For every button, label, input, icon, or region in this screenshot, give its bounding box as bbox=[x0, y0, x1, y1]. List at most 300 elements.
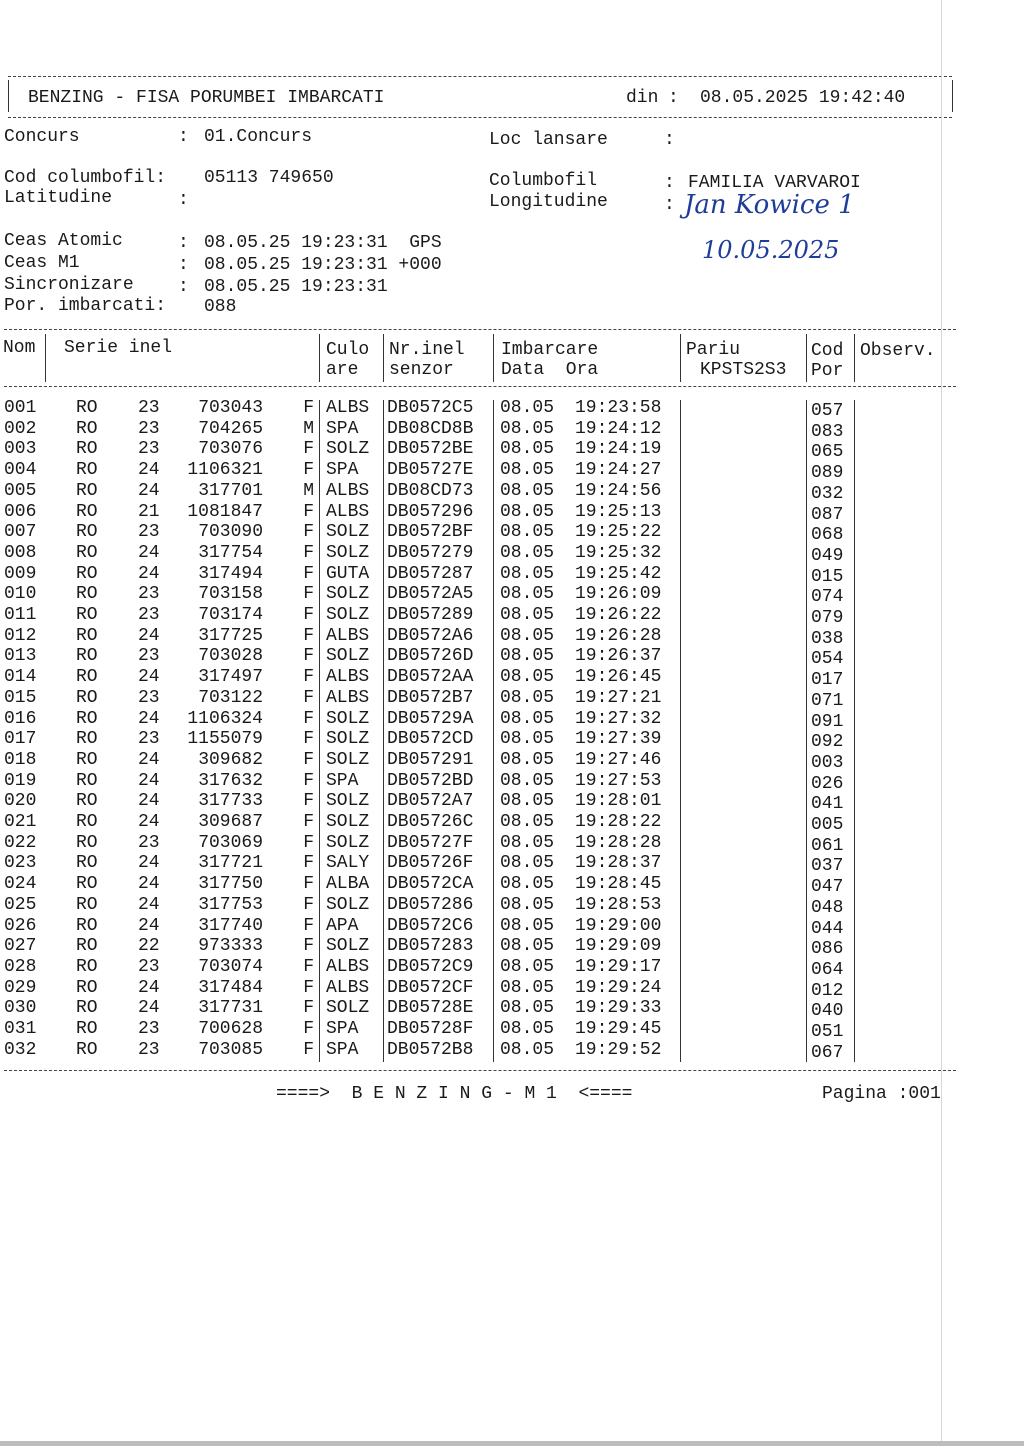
cell-an: 24 bbox=[138, 749, 160, 770]
cell-ora: 19:28:01 bbox=[575, 791, 662, 812]
cell-nom: 022 bbox=[4, 832, 37, 853]
cell-sex: F bbox=[303, 894, 314, 915]
cell-cod: 049 bbox=[811, 545, 844, 566]
cell-culoare: APA bbox=[326, 915, 359, 936]
col-pariu-header-1: Pariu bbox=[686, 340, 741, 360]
cell-inel: 703074 bbox=[198, 956, 263, 977]
cell-senzor: DB05727E bbox=[387, 460, 474, 481]
cell-tara: RO bbox=[76, 398, 98, 418]
cell-tara: RO bbox=[76, 584, 98, 605]
cell-nom: 021 bbox=[4, 812, 37, 832]
cell-an: 24 bbox=[138, 770, 160, 791]
sep-header-3 bbox=[383, 334, 384, 382]
cell-ora: 19:23:58 bbox=[575, 398, 662, 418]
cell-cod: 047 bbox=[811, 877, 844, 898]
cell-senzor: DB057287 bbox=[387, 563, 474, 584]
cell-sex: M bbox=[303, 480, 314, 501]
cell-nom: 028 bbox=[4, 956, 37, 977]
cell-sex: F bbox=[303, 874, 314, 895]
cell-inel: 973333 bbox=[198, 936, 263, 957]
cell-nom: 017 bbox=[4, 729, 37, 750]
cell-tara: RO bbox=[76, 708, 98, 729]
cell-inel: 317753 bbox=[198, 894, 263, 915]
cell-culoare: SOLZ bbox=[326, 832, 370, 853]
ceas-m1-value: 08.05.25 19:23:31 +000 bbox=[204, 255, 442, 275]
ceas-m1-label: Ceas M1 bbox=[4, 253, 80, 273]
sincronizare-colon: : bbox=[178, 277, 189, 297]
cell-cod: 079 bbox=[811, 608, 844, 628]
cell-tara: RO bbox=[76, 646, 98, 667]
cell-sex: F bbox=[303, 853, 314, 874]
col-imbarcare-header-2: Data Ora bbox=[501, 360, 599, 380]
cell-cod: 040 bbox=[811, 1001, 844, 1022]
cell-inel: 317725 bbox=[198, 625, 263, 646]
loc-lansare-colon: : bbox=[664, 130, 675, 150]
cell-data: 08.05 bbox=[500, 832, 555, 853]
cell-data: 08.05 bbox=[500, 915, 555, 936]
cell-an: 23 bbox=[138, 1039, 160, 1060]
cell-culoare: SOLZ bbox=[326, 936, 370, 957]
cell-culoare: ALBS bbox=[326, 625, 370, 646]
cell-inel: 1081847 bbox=[187, 501, 263, 522]
cell-inel: 309682 bbox=[198, 749, 263, 770]
cell-tara: RO bbox=[76, 460, 98, 481]
cell-ora: 19:27:46 bbox=[575, 749, 662, 770]
cell-sex: F bbox=[303, 749, 314, 770]
cell-culoare: SOLZ bbox=[326, 708, 370, 729]
cell-senzor: DB057286 bbox=[387, 894, 474, 915]
sep-header-6 bbox=[806, 334, 807, 382]
cell-sex: F bbox=[303, 501, 314, 522]
cell-ora: 19:24:12 bbox=[575, 418, 662, 439]
cell-culoare: SOLZ bbox=[326, 812, 370, 832]
cell-senzor: DB05728E bbox=[387, 998, 474, 1019]
date-label: din bbox=[626, 88, 659, 108]
cell-culoare: ALBS bbox=[326, 956, 370, 977]
cell-ora: 19:25:22 bbox=[575, 522, 662, 543]
cell-nom: 003 bbox=[4, 439, 37, 460]
cell-culoare: SOLZ bbox=[326, 605, 370, 625]
cell-an: 24 bbox=[138, 977, 160, 998]
cell-data: 08.05 bbox=[500, 936, 555, 957]
cell-an: 23 bbox=[138, 522, 160, 543]
cell-ora: 19:29:17 bbox=[575, 956, 662, 977]
cell-data: 08.05 bbox=[500, 439, 555, 460]
cell-tara: RO bbox=[76, 770, 98, 791]
cell-senzor: DB0572C9 bbox=[387, 956, 474, 977]
cell-data: 08.05 bbox=[500, 625, 555, 646]
col-senzor-header-1: Nr.inel bbox=[389, 340, 465, 360]
cell-an: 24 bbox=[138, 915, 160, 936]
cell-nom: 001 bbox=[4, 398, 37, 418]
cell-tara: RO bbox=[76, 956, 98, 977]
cell-an: 23 bbox=[138, 646, 160, 667]
cell-tara: RO bbox=[76, 894, 98, 915]
sep-body-culoare bbox=[319, 400, 320, 1062]
cell-sex: F bbox=[303, 1039, 314, 1060]
cell-sex: F bbox=[303, 584, 314, 605]
cell-ora: 19:28:53 bbox=[575, 894, 662, 915]
cell-ora: 19:25:13 bbox=[575, 501, 662, 522]
cell-data: 08.05 bbox=[500, 418, 555, 439]
cell-senzor: DB0572C5 bbox=[387, 398, 474, 418]
cell-inel: 317632 bbox=[198, 770, 263, 791]
cell-senzor: DB0572CA bbox=[387, 874, 474, 895]
cell-cod: 015 bbox=[811, 566, 844, 587]
cell-cod: 057 bbox=[811, 401, 844, 421]
cell-tara: RO bbox=[76, 605, 98, 625]
cell-data: 08.05 bbox=[500, 874, 555, 895]
cell-tara: RO bbox=[76, 915, 98, 936]
cell-nom: 011 bbox=[4, 605, 37, 625]
cell-sex: F bbox=[303, 729, 314, 750]
cell-data: 08.05 bbox=[500, 749, 555, 770]
cell-culoare: ALBS bbox=[326, 687, 370, 708]
col-observ-header: Observ. bbox=[860, 341, 936, 361]
cell-nom: 027 bbox=[4, 936, 37, 957]
cell-inel: 703122 bbox=[198, 687, 263, 708]
cell-data: 08.05 bbox=[500, 605, 555, 625]
sep-header-5 bbox=[680, 334, 681, 382]
cell-senzor: DB05727F bbox=[387, 832, 474, 853]
cell-cod: 048 bbox=[811, 897, 844, 918]
cod-columbofil-label: Cod columbofil: bbox=[4, 168, 167, 188]
cell-sex: F bbox=[303, 667, 314, 688]
cell-cod: 026 bbox=[811, 773, 844, 794]
sep-body-senzor bbox=[383, 400, 384, 1062]
cell-culoare: SPA bbox=[326, 460, 359, 481]
sincronizare-value: 08.05.25 19:23:31 bbox=[204, 277, 388, 297]
cell-nom: 018 bbox=[4, 749, 37, 770]
cell-inel: 1106321 bbox=[187, 460, 263, 481]
col-pariu-header-2: KPSTS2S3 bbox=[700, 360, 787, 380]
col-culoare-header-2: are bbox=[326, 360, 359, 380]
cell-senzor: DB0572B7 bbox=[387, 687, 474, 708]
document-title: BENZING - FISA PORUMBEI IMBARCATI bbox=[28, 88, 385, 108]
cell-an: 24 bbox=[138, 853, 160, 874]
cell-ora: 19:29:09 bbox=[575, 936, 662, 957]
sep-body-cod bbox=[806, 400, 807, 1062]
cell-inel: 700628 bbox=[198, 1019, 263, 1039]
cell-inel: 317497 bbox=[198, 667, 263, 688]
cell-sex: F bbox=[303, 770, 314, 791]
cell-culoare: ALBS bbox=[326, 480, 370, 501]
cell-tara: RO bbox=[76, 874, 98, 895]
cell-culoare: GUTA bbox=[326, 563, 370, 584]
sep-header-2 bbox=[319, 334, 320, 382]
cell-ora: 19:29:52 bbox=[575, 1039, 662, 1060]
cell-tara: RO bbox=[76, 501, 98, 522]
cell-data: 08.05 bbox=[500, 894, 555, 915]
cell-data: 08.05 bbox=[500, 853, 555, 874]
cell-an: 23 bbox=[138, 687, 160, 708]
cell-sex: F bbox=[303, 812, 314, 832]
cell-nom: 030 bbox=[4, 998, 37, 1019]
handwritten-date: 10.05.2025 bbox=[702, 236, 840, 264]
cell-tara: RO bbox=[76, 812, 98, 832]
cell-ora: 19:27:39 bbox=[575, 729, 662, 750]
cell-an: 22 bbox=[138, 936, 160, 957]
cell-an: 23 bbox=[138, 605, 160, 625]
cell-an: 24 bbox=[138, 542, 160, 563]
cell-culoare: SOLZ bbox=[326, 729, 370, 750]
cell-inel: 317750 bbox=[198, 874, 263, 895]
cell-nom: 008 bbox=[4, 542, 37, 563]
cell-cod: 091 bbox=[811, 711, 844, 732]
cell-data: 08.05 bbox=[500, 687, 555, 708]
cell-ora: 19:24:27 bbox=[575, 460, 662, 481]
cell-sex: F bbox=[303, 460, 314, 481]
cell-culoare: SALY bbox=[326, 853, 370, 874]
cell-inel: 317484 bbox=[198, 977, 263, 998]
cell-senzor: DB057289 bbox=[387, 605, 474, 625]
cell-inel: 317731 bbox=[198, 998, 263, 1019]
cell-ora: 19:26:28 bbox=[575, 625, 662, 646]
cell-inel: 703043 bbox=[198, 398, 263, 418]
cell-tara: RO bbox=[76, 418, 98, 439]
cell-inel: 1106324 bbox=[187, 708, 263, 729]
cell-data: 08.05 bbox=[500, 480, 555, 501]
top-border bbox=[8, 76, 952, 77]
cell-nom: 026 bbox=[4, 915, 37, 936]
cell-an: 24 bbox=[138, 894, 160, 915]
cell-nom: 024 bbox=[4, 874, 37, 895]
cell-ora: 19:29:33 bbox=[575, 998, 662, 1019]
cell-nom: 006 bbox=[4, 501, 37, 522]
cell-ora: 19:24:56 bbox=[575, 480, 662, 501]
ceas-atomic-label: Ceas Atomic bbox=[4, 231, 123, 251]
cod-columbofil-value: 05113 749650 bbox=[204, 168, 334, 188]
cell-an: 24 bbox=[138, 874, 160, 895]
cell-sex: F bbox=[303, 542, 314, 563]
cell-nom: 013 bbox=[4, 646, 37, 667]
cell-culoare: SOLZ bbox=[326, 646, 370, 667]
cell-cod: 068 bbox=[811, 525, 844, 546]
cell-nom: 004 bbox=[4, 460, 37, 481]
cell-an: 24 bbox=[138, 625, 160, 646]
cell-tara: RO bbox=[76, 1039, 98, 1060]
cell-data: 08.05 bbox=[500, 729, 555, 750]
cell-sex: F bbox=[303, 977, 314, 998]
cell-sex: F bbox=[303, 398, 314, 418]
cell-sex: F bbox=[303, 1019, 314, 1039]
cell-data: 08.05 bbox=[500, 977, 555, 998]
cell-tara: RO bbox=[76, 791, 98, 812]
sep-body-pariu bbox=[680, 400, 681, 1062]
cell-sex: F bbox=[303, 687, 314, 708]
cell-sex: F bbox=[303, 832, 314, 853]
cell-senzor: DB0572B8 bbox=[387, 1039, 474, 1060]
cell-ora: 19:27:32 bbox=[575, 708, 662, 729]
sincronizare-label: Sincronizare bbox=[4, 275, 134, 295]
cell-an: 23 bbox=[138, 398, 160, 418]
cell-tara: RO bbox=[76, 853, 98, 874]
sep-body-imbarcare bbox=[493, 400, 494, 1062]
cell-data: 08.05 bbox=[500, 998, 555, 1019]
cell-cod: 041 bbox=[811, 794, 844, 815]
cell-inel: 703076 bbox=[198, 439, 263, 460]
cell-cod: 032 bbox=[811, 483, 844, 504]
cell-data: 08.05 bbox=[500, 522, 555, 543]
longitudine-label: Longitudine bbox=[489, 192, 608, 212]
cell-culoare: SOLZ bbox=[326, 542, 370, 563]
table-top-border bbox=[4, 329, 956, 330]
cell-ora: 19:27:53 bbox=[575, 770, 662, 791]
cell-cod: 086 bbox=[811, 939, 844, 960]
cell-an: 23 bbox=[138, 418, 160, 439]
page-number: Pagina :001 bbox=[822, 1084, 941, 1104]
cell-tara: RO bbox=[76, 749, 98, 770]
cell-sex: F bbox=[303, 605, 314, 625]
footer-brand: ====> B E N Z I N G - M 1 <==== bbox=[276, 1084, 633, 1104]
col-cod-header-2: Por bbox=[811, 361, 844, 381]
cell-cod: 038 bbox=[811, 628, 844, 649]
cell-senzor: DB05726C bbox=[387, 812, 474, 832]
cell-tara: RO bbox=[76, 542, 98, 563]
top-box-right-edge bbox=[952, 80, 953, 112]
cell-inel: 703158 bbox=[198, 584, 263, 605]
porumbei-imbarcati-value: 088 bbox=[204, 297, 237, 317]
cell-ora: 19:29:24 bbox=[575, 977, 662, 998]
cell-an: 24 bbox=[138, 791, 160, 812]
cell-tara: RO bbox=[76, 977, 98, 998]
scan-bottom-edge bbox=[0, 1441, 1024, 1446]
cell-cod: 054 bbox=[811, 649, 844, 670]
cell-nom: 015 bbox=[4, 687, 37, 708]
cell-ora: 19:27:21 bbox=[575, 687, 662, 708]
cell-ora: 19:28:45 bbox=[575, 874, 662, 895]
cell-tara: RO bbox=[76, 563, 98, 584]
cell-cod: 012 bbox=[811, 980, 844, 1001]
cell-inel: 317701 bbox=[198, 480, 263, 501]
cell-ora: 19:25:32 bbox=[575, 542, 662, 563]
concurs-label: Concurs bbox=[4, 127, 80, 147]
cell-sex: F bbox=[303, 439, 314, 460]
cell-senzor: DB0572C6 bbox=[387, 915, 474, 936]
cell-cod: 061 bbox=[811, 835, 844, 856]
cell-nom: 025 bbox=[4, 894, 37, 915]
cell-an: 23 bbox=[138, 832, 160, 853]
cell-culoare: ALBS bbox=[326, 977, 370, 998]
concurs-value: 01.Concurs bbox=[204, 127, 313, 147]
cell-nom: 019 bbox=[4, 770, 37, 791]
col-cod-header-1: Cod bbox=[811, 341, 844, 361]
cell-inel: 703069 bbox=[198, 832, 263, 853]
cell-senzor: DB0572BD bbox=[387, 770, 474, 791]
ceas-atomic-value: 08.05.25 19:23:31 GPS bbox=[204, 233, 442, 253]
cell-inel: 317494 bbox=[198, 563, 263, 584]
cell-data: 08.05 bbox=[500, 646, 555, 667]
cell-culoare: SPA bbox=[326, 770, 359, 791]
cell-an: 24 bbox=[138, 667, 160, 688]
cell-an: 23 bbox=[138, 729, 160, 750]
sep-body-observ bbox=[854, 400, 855, 1062]
cell-senzor: DB0572CD bbox=[387, 729, 474, 750]
cell-nom: 029 bbox=[4, 977, 37, 998]
cell-data: 08.05 bbox=[500, 1039, 555, 1060]
cell-data: 08.05 bbox=[500, 398, 555, 418]
longitudine-colon: : bbox=[664, 195, 675, 215]
cell-senzor: DB0572AA bbox=[387, 667, 474, 688]
columbofil-colon: : bbox=[664, 173, 675, 193]
cell-cod: 037 bbox=[811, 856, 844, 877]
cell-senzor: DB05729A bbox=[387, 708, 474, 729]
col-nom-header: Nom bbox=[3, 338, 36, 358]
cell-tara: RO bbox=[76, 832, 98, 853]
cell-sex: F bbox=[303, 522, 314, 543]
cell-tara: RO bbox=[76, 439, 98, 460]
latitudine-label: Latitudine bbox=[4, 188, 113, 208]
cell-nom: 031 bbox=[4, 1019, 37, 1039]
cell-tara: RO bbox=[76, 998, 98, 1019]
date-colon: : bbox=[668, 88, 679, 108]
cell-an: 23 bbox=[138, 1019, 160, 1039]
cell-data: 08.05 bbox=[500, 667, 555, 688]
cell-tara: RO bbox=[76, 1019, 98, 1039]
cell-sex: F bbox=[303, 646, 314, 667]
cell-cod: 087 bbox=[811, 504, 844, 525]
cell-inel: 1155079 bbox=[187, 729, 263, 750]
cell-cod: 003 bbox=[811, 752, 844, 773]
cell-data: 08.05 bbox=[500, 956, 555, 977]
cell-sex: F bbox=[303, 708, 314, 729]
cell-culoare: SOLZ bbox=[326, 894, 370, 915]
cell-nom: 023 bbox=[4, 853, 37, 874]
cell-culoare: ALBS bbox=[326, 667, 370, 688]
cell-ora: 19:29:00 bbox=[575, 915, 662, 936]
cell-culoare: SPA bbox=[326, 1039, 359, 1060]
cell-data: 08.05 bbox=[500, 542, 555, 563]
cell-senzor: DB0572A6 bbox=[387, 625, 474, 646]
cell-sex: F bbox=[303, 563, 314, 584]
cell-nom: 009 bbox=[4, 563, 37, 584]
cell-inel: 317721 bbox=[198, 853, 263, 874]
sep-header-4 bbox=[493, 334, 494, 382]
cell-sex: F bbox=[303, 998, 314, 1019]
cell-culoare: SOLZ bbox=[326, 522, 370, 543]
columbofil-label: Columbofil bbox=[489, 171, 598, 191]
cell-ora: 19:25:42 bbox=[575, 563, 662, 584]
cell-inel: 703174 bbox=[198, 605, 263, 625]
cell-an: 23 bbox=[138, 956, 160, 977]
cell-inel: 317733 bbox=[198, 791, 263, 812]
cell-cod: 074 bbox=[811, 587, 844, 608]
cell-sex: F bbox=[303, 791, 314, 812]
col-senzor-header-2: senzor bbox=[389, 360, 454, 380]
loc-lansare-label: Loc lansare bbox=[489, 130, 608, 150]
cell-data: 08.05 bbox=[500, 460, 555, 481]
cell-nom: 012 bbox=[4, 625, 37, 646]
title-bottom-border bbox=[8, 117, 952, 118]
cell-tara: RO bbox=[76, 480, 98, 501]
cell-culoare: SOLZ bbox=[326, 584, 370, 605]
cell-ora: 19:28:28 bbox=[575, 832, 662, 853]
cell-senzor: DB057283 bbox=[387, 936, 474, 957]
cell-tara: RO bbox=[76, 522, 98, 543]
cell-culoare: ALBA bbox=[326, 874, 370, 895]
scan-right-edge bbox=[941, 0, 942, 1446]
cell-ora: 19:26:37 bbox=[575, 646, 662, 667]
cell-cod: 044 bbox=[811, 918, 844, 939]
cell-sex: M bbox=[303, 418, 314, 439]
cell-data: 08.05 bbox=[500, 812, 555, 832]
cell-senzor: DB05728F bbox=[387, 1019, 474, 1039]
cell-data: 08.05 bbox=[500, 563, 555, 584]
cell-ora: 19:29:45 bbox=[575, 1019, 662, 1039]
cell-senzor: DB057296 bbox=[387, 501, 474, 522]
porumbei-imbarcati-label: Por. imbarcati: bbox=[4, 296, 167, 316]
cell-tara: RO bbox=[76, 625, 98, 646]
